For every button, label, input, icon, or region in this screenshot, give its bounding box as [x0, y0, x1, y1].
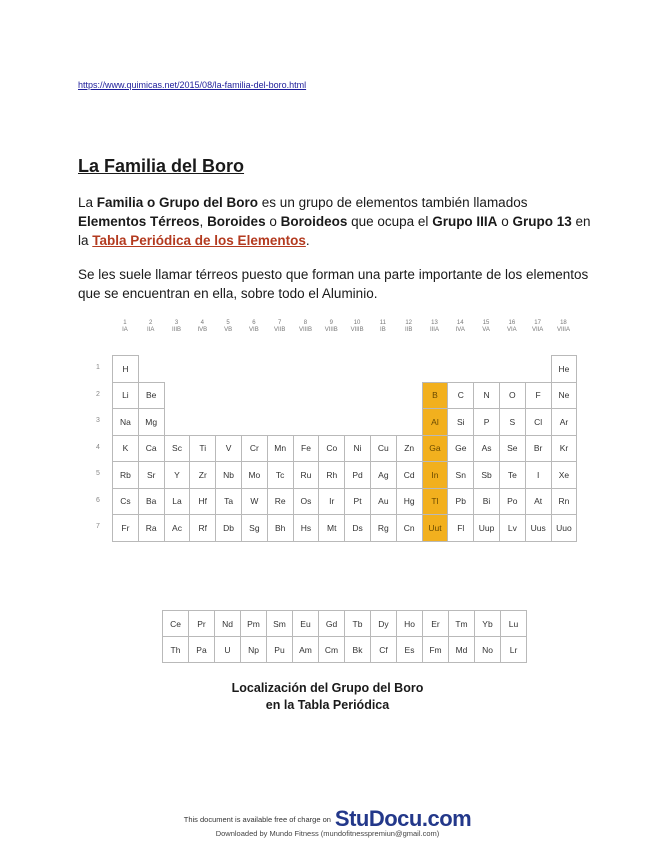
bold-term: Boroides — [207, 214, 266, 229]
text: o — [265, 214, 281, 229]
download-notice: Downloaded by Mundo Fitness (mundofitnesspremiun@gmail.com) — [215, 829, 440, 838]
element-cell: Sg — [241, 515, 267, 542]
element-cell: Au — [370, 488, 396, 515]
group-number: 2 — [149, 320, 153, 326]
group-number: 10 — [353, 320, 361, 326]
element-cell: In — [422, 462, 448, 489]
element-cell: Na — [113, 409, 139, 436]
period-label: 5 — [96, 470, 100, 477]
element-cell: Ta — [216, 488, 242, 515]
element-cell: Dy — [371, 611, 397, 637]
group-label — [525, 320, 551, 334]
page-title: La Familia del Boro — [78, 156, 245, 176]
group-label — [551, 320, 577, 334]
element-cell: Ds — [345, 515, 371, 542]
element-cell: U — [215, 637, 241, 663]
element-cell: He — [551, 356, 577, 383]
element-cell: Pd — [345, 462, 371, 489]
group-roman: VIIB — [274, 327, 286, 333]
period-label: 7 — [96, 523, 100, 530]
element-cell: Tb — [345, 611, 371, 637]
group-number: 18 — [560, 320, 567, 326]
group-roman: IIB — [404, 327, 413, 333]
empty-cell — [293, 356, 319, 383]
element-cell: Ag — [370, 462, 396, 489]
bold-term: Boroideos — [280, 214, 348, 229]
bold-term: Familia o Grupo del Boro — [96, 195, 259, 210]
element-cell: Db — [216, 515, 242, 542]
group-label — [422, 320, 448, 334]
group-roman: IIA — [147, 327, 155, 333]
element-cell: Mn — [267, 435, 293, 462]
element-cell: F — [525, 382, 551, 409]
element-cell: Ti — [190, 435, 216, 462]
empty-cell — [241, 409, 267, 436]
periodic-table — [112, 355, 577, 542]
empty-cell — [525, 356, 551, 383]
element-cell: Rn — [551, 488, 577, 515]
bold-term: Grupo IIIA — [432, 214, 498, 229]
group-roman: VIIIA — [556, 327, 570, 333]
group-label — [293, 320, 319, 334]
group-label — [396, 320, 422, 334]
element-cell: Kr — [551, 435, 577, 462]
element-cell: Se — [499, 435, 525, 462]
element-cell: Hg — [396, 488, 422, 515]
element-cell: Cd — [396, 462, 422, 489]
element-cell: P — [474, 409, 500, 436]
element-cell: Sr — [138, 462, 164, 489]
element-cell: Zn — [396, 435, 422, 462]
empty-cell — [319, 382, 345, 409]
group-roman: VB — [224, 327, 233, 333]
empty-cell — [370, 382, 396, 409]
group-roman: VIIA — [531, 327, 544, 333]
period-label: 1 — [96, 364, 100, 371]
second-paragraph: Se les suele llamar térreos puesto que forman una parte importante de los elementos que se encuentran en ella, sobre todo el Aluminio. — [78, 267, 589, 301]
element-cell: N — [474, 382, 500, 409]
text: . — [305, 233, 310, 248]
element-cell: O — [499, 382, 525, 409]
element-cell: Rh — [319, 462, 345, 489]
empty-cell — [345, 382, 371, 409]
element-cell: Tl — [422, 488, 448, 515]
empty-cell — [396, 382, 422, 409]
element-cell: H — [113, 356, 139, 383]
group-number: 13 — [431, 320, 438, 326]
element-cell: Uus — [525, 515, 551, 542]
element-cell: Cm — [319, 637, 345, 663]
empty-cell — [164, 382, 190, 409]
empty-cell — [216, 356, 242, 383]
periodic-table-link[interactable]: Tabla Periódica de los Elementos — [92, 233, 306, 248]
element-cell: Nd — [215, 611, 241, 637]
element-cell: Re — [267, 488, 293, 515]
element-cell: Pu — [267, 637, 293, 663]
element-cell: Ir — [319, 488, 345, 515]
element-cell: Np — [241, 637, 267, 663]
element-cell: Tm — [449, 611, 475, 637]
element-cell: Eu — [293, 611, 319, 637]
group-roman: IIIB — [171, 327, 181, 333]
element-cell: S — [499, 409, 525, 436]
element-cell: Ce — [163, 611, 189, 637]
empty-cell — [164, 356, 190, 383]
element-cell: Lv — [499, 515, 525, 542]
element-cell: Ni — [345, 435, 371, 462]
text: en la — [78, 214, 591, 248]
element-cell: Ge — [448, 435, 474, 462]
empty-cell — [345, 356, 371, 383]
element-cell: Ca — [138, 435, 164, 462]
element-cell: Bh — [267, 515, 293, 542]
group-number: 4 — [200, 320, 204, 326]
group-number: 1 — [123, 320, 127, 326]
table-row — [113, 382, 577, 409]
element-cell: As — [474, 435, 500, 462]
brand-name: StuDocu — [334, 806, 422, 831]
group-number: 12 — [405, 320, 412, 326]
group-labels — [112, 320, 576, 334]
element-cell: Cu — [370, 435, 396, 462]
group-label — [499, 320, 525, 334]
group-roman: IVB — [197, 327, 208, 333]
empty-cell — [422, 356, 448, 383]
period-label: 2 — [96, 390, 100, 398]
table-row — [113, 435, 577, 462]
intro-paragraph — [78, 193, 598, 250]
element-cell: Pt — [345, 488, 371, 515]
element-cell: At — [525, 488, 551, 515]
element-cell: Rg — [370, 515, 396, 542]
group-roman: VIB — [249, 327, 259, 333]
element-cell: Zr — [190, 462, 216, 489]
element-cell: C — [448, 382, 474, 409]
element-cell: Pb — [448, 488, 474, 515]
group-label — [370, 320, 396, 334]
element-cell: Li — [113, 382, 139, 409]
caption-line: en la Tabla Periódica — [265, 698, 390, 712]
element-cell: Po — [499, 488, 525, 515]
element-cell: Th — [163, 637, 189, 663]
empty-cell — [474, 356, 500, 383]
group-roman: VA — [482, 327, 490, 333]
brand-suffix: .com — [421, 806, 472, 831]
element-cell: Mg — [138, 409, 164, 436]
element-cell: Uup — [474, 515, 500, 542]
element-cell: Bi — [474, 488, 500, 515]
element-cell: Pm — [241, 611, 267, 637]
empty-cell — [216, 382, 242, 409]
table-row — [113, 515, 577, 542]
group-number: 15 — [482, 320, 490, 326]
element-cell: Pr — [189, 611, 215, 637]
element-cell: Br — [525, 435, 551, 462]
element-cell: Te — [499, 462, 525, 489]
element-cell: Uut — [422, 515, 448, 542]
element-cell: B — [422, 382, 448, 409]
group-roman: IA — [122, 327, 128, 333]
caption-line: Localización del Grupo del Boro — [231, 681, 424, 695]
element-cell: Sb — [474, 462, 500, 489]
group-number: 6 — [252, 320, 256, 326]
empty-cell — [267, 409, 293, 436]
group-roman: VIIIB — [324, 327, 338, 333]
group-label — [215, 320, 241, 334]
group-roman: VIA — [507, 327, 517, 333]
group-label — [344, 320, 370, 334]
empty-cell — [319, 356, 345, 383]
group-number: 16 — [508, 320, 516, 326]
element-cell: Xe — [551, 462, 577, 489]
group-number: 7 — [278, 320, 282, 326]
empty-cell — [164, 409, 190, 436]
text: La — [78, 195, 97, 210]
group-label — [112, 320, 138, 334]
element-cell: W — [241, 488, 267, 515]
bold-term: Grupo 13 — [512, 214, 572, 229]
group-roman: VIIIB — [298, 327, 312, 333]
empty-cell — [293, 409, 319, 436]
element-cell: I — [525, 462, 551, 489]
table-row — [113, 462, 577, 489]
empty-cell — [267, 382, 293, 409]
element-cell: Cf — [371, 637, 397, 663]
group-label — [241, 320, 267, 334]
element-cell: K — [113, 435, 139, 462]
element-cell: Tc — [267, 462, 293, 489]
lanthanides-row — [163, 611, 527, 637]
element-cell: Mo — [241, 462, 267, 489]
element-cell: V — [216, 435, 242, 462]
group-label — [267, 320, 293, 334]
element-cell: Md — [449, 637, 475, 663]
empty-cell — [448, 356, 474, 383]
element-cell: Yb — [475, 611, 501, 637]
element-cell: Cn — [396, 515, 422, 542]
text: que ocupa el — [347, 214, 433, 229]
empty-cell — [499, 356, 525, 383]
group-number: 3 — [174, 320, 179, 326]
group-roman: IIIA — [429, 327, 439, 333]
group-label — [138, 320, 164, 334]
element-cell: Ba — [138, 488, 164, 515]
empty-cell — [370, 409, 396, 436]
group-label — [447, 320, 473, 334]
group-number: 14 — [456, 320, 464, 326]
group-label — [164, 320, 190, 334]
element-cell: Al — [422, 409, 448, 436]
element-cell: Os — [293, 488, 319, 515]
group-roman: VIIIB — [350, 327, 364, 333]
element-cell: Ru — [293, 462, 319, 489]
element-cell: Er — [423, 611, 449, 637]
element-cell: Cl — [525, 409, 551, 436]
empty-cell — [370, 356, 396, 383]
table-row — [113, 409, 577, 436]
element-cell: Co — [319, 435, 345, 462]
element-cell: Rb — [113, 462, 139, 489]
empty-cell — [241, 382, 267, 409]
element-cell: Hs — [293, 515, 319, 542]
group-number: 11 — [379, 320, 386, 326]
empty-cell — [396, 409, 422, 436]
element-cell: Sm — [267, 611, 293, 637]
element-cell: Gd — [319, 611, 345, 637]
element-cell: Sn — [448, 462, 474, 489]
empty-cell — [138, 356, 164, 383]
element-cell: Bk — [345, 637, 371, 663]
group-roman: IB — [380, 327, 386, 333]
table-row — [113, 356, 577, 383]
table-row — [113, 488, 577, 515]
empty-cell — [216, 409, 242, 436]
element-cell: Lu — [501, 611, 527, 637]
element-cell: Ho — [397, 611, 423, 637]
element-cell: Es — [397, 637, 423, 663]
element-cell: Am — [293, 637, 319, 663]
empty-cell — [190, 382, 216, 409]
element-cell: Rf — [190, 515, 216, 542]
element-cell: Be — [138, 382, 164, 409]
period-label: 3 — [96, 417, 100, 424]
group-number: 9 — [329, 320, 333, 326]
element-cell: Fr — [113, 515, 139, 542]
empty-cell — [267, 356, 293, 383]
text: , — [199, 214, 208, 229]
group-label — [473, 320, 499, 334]
element-cell: Cs — [113, 488, 139, 515]
element-cell: Sc — [164, 435, 190, 462]
actinides-row — [163, 637, 527, 663]
source-link[interactable]: https://www.quimicas.net/2015/08/la-familia-del-boro.html — [78, 80, 307, 90]
period-label: 6 — [96, 496, 100, 504]
element-cell: Fm — [423, 637, 449, 663]
empty-cell — [345, 409, 371, 436]
empty-cell — [319, 409, 345, 436]
text: o — [497, 214, 513, 229]
group-label — [318, 320, 344, 334]
group-number: 8 — [303, 320, 308, 326]
group-number: 17 — [534, 320, 541, 326]
element-cell: Lr — [501, 637, 527, 663]
group-label — [189, 320, 215, 334]
bold-term: Elementos Térreos — [78, 214, 200, 229]
element-cell: Fe — [293, 435, 319, 462]
empty-cell — [396, 356, 422, 383]
element-cell: Uuo — [551, 515, 577, 542]
element-cell: Nb — [216, 462, 242, 489]
element-cell: La — [164, 488, 190, 515]
element-cell: Pa — [189, 637, 215, 663]
element-cell: No — [475, 637, 501, 663]
group-roman: IVA — [455, 327, 465, 333]
element-cell: Y — [164, 462, 190, 489]
group-number: 5 — [226, 320, 230, 326]
empty-cell — [293, 382, 319, 409]
period-labels — [96, 355, 100, 541]
empty-cell — [190, 409, 216, 436]
element-cell: Si — [448, 409, 474, 436]
element-cell: Ar — [551, 409, 577, 436]
text: es un grupo de elementos también llamados — [258, 195, 528, 210]
element-cell: Ne — [551, 382, 577, 409]
availability-text: This document is available free of charge on — [183, 814, 331, 824]
element-cell: Ga — [422, 435, 448, 462]
element-cell: Cr — [241, 435, 267, 462]
element-cell: Ra — [138, 515, 164, 542]
element-cell: Hf — [190, 488, 216, 515]
element-cell: Ac — [164, 515, 190, 542]
element-cell: Mt — [319, 515, 345, 542]
period-label: 4 — [96, 443, 100, 451]
element-cell: Fl — [448, 515, 474, 542]
empty-cell — [241, 356, 267, 383]
f-block-table — [162, 610, 527, 663]
figure-caption — [0, 680, 655, 714]
empty-cell — [190, 356, 216, 383]
